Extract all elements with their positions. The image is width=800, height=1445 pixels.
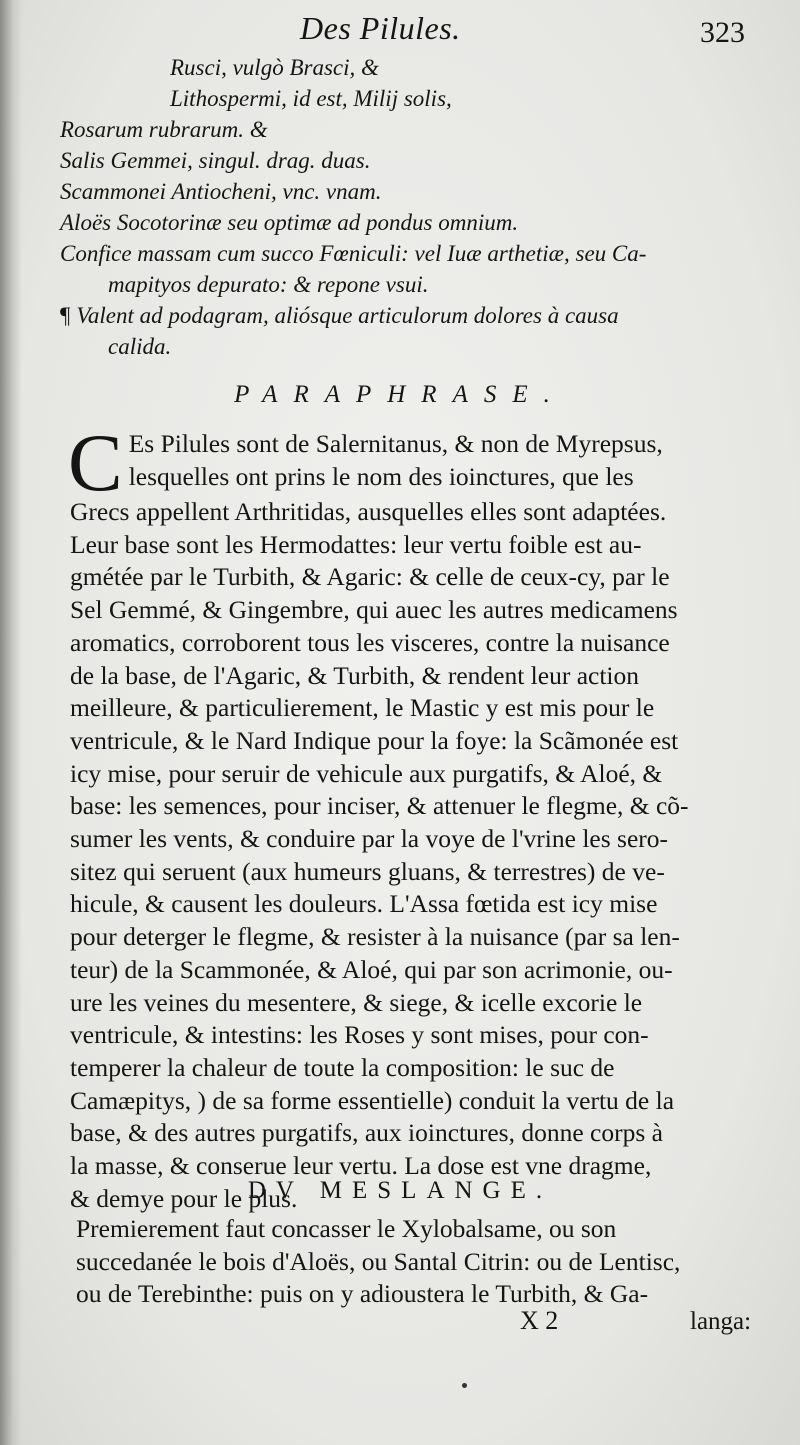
text-line: ventricule, & le Nard Indique pour la foye: la Scãmonée est [70, 725, 679, 755]
recipe-line: calida. [108, 334, 172, 359]
text-line: la masse, & conserue leur vertu. La dose est vne dragme, [70, 1151, 652, 1181]
drop-cap: C [68, 417, 123, 508]
text-line: Grecs appellent Arthritidas, ausquelles elles sont adaptées. [70, 497, 667, 526]
ink-speck [462, 1383, 467, 1388]
text-line: teur) de la Scammonée, & Aloé, qui par son acrimonie, ou- [70, 954, 673, 984]
text-line: & demye pour le plus. [70, 1183, 298, 1213]
running-head: Des Pilules. [300, 10, 461, 46]
pilcrow-mark: ¶ [60, 303, 71, 328]
section-heading-paraphrase: PARAPHRASE. [234, 381, 566, 408]
text-line: Premierement faut concasser le Xylobalsame, ou son [76, 1214, 617, 1243]
text-line: Leur base sont les Hermodattes: leur vertu foible est au- [70, 529, 642, 559]
recipe-line: Salis Gemmei, singul. drag. duas. [60, 148, 371, 173]
text-line: base, & des autres purgatifs, aux ioinctures, donne corps à [70, 1118, 663, 1148]
recipe-line: Rosarum rubrarum. & [60, 117, 268, 142]
text-line: aromatics, corroborent tous les visceres, contre la nuisance [70, 627, 670, 657]
recipe-line: mapityos depurato: & repone vsui. [108, 272, 429, 297]
text-line: hicule, & causent les douleurs. L'Assa fœtida est icy mise [70, 889, 658, 919]
recipe-line: Rusci, vulgò Brasci, & [170, 55, 379, 80]
text-line: de la base, de l'Agaric, & Turbith, & rendent leur action [70, 660, 639, 690]
recipe-line: Lithospermi, id est, Milij solis, [170, 86, 452, 111]
text-line: base: les semences, pour inciser, & attenuer le flegme, & cõ- [70, 791, 689, 821]
text-line: ou de Terebinthe: puis on y adioustera le Turbith, & Ga- [76, 1279, 649, 1308]
text-line: temperer la chaleur de toute la composition: le suc de [70, 1052, 615, 1082]
recipe-block [60, 52, 760, 362]
paraphrase-text [68, 417, 758, 1215]
text-line: ventricule, & intestins: les Roses y sont mises, pour con- [70, 1020, 649, 1050]
text-line: meilleure, & particulierement, le Mastic y est mis pour le [70, 693, 655, 723]
text-line: sitez qui seruent (aux humeurs gluans, & terrestres) de ve- [70, 856, 665, 886]
text-line: succedanée le bois d'Aloës, ou Santal Citrin: ou de Lentisc, [76, 1246, 681, 1276]
text-line: ure les veines du mesentere, & siege, & icelle excorie le [70, 987, 643, 1017]
recipe-line: Scammonei Antiocheni, vnc. vnam. [60, 179, 382, 204]
mixing-text [76, 1213, 760, 1311]
text-line: gmétée par le Turbith, & Agaric: & celle de ceux-cy, par le [70, 562, 670, 592]
recipe-line: Aloës Socotorinæ seu optimæ ad pondus omnium. [60, 210, 519, 235]
page-number: 323 [700, 16, 745, 49]
text-line: pour deterger le flegme, & resister à la nuisance (par sa len- [70, 922, 680, 952]
text-line: Camæpitys, ) de sa forme essentielle) conduit la vertu de la [70, 1085, 675, 1115]
text-line: icy mise, pour seruir de vehicule aux purgatifs, & Aloé, & [70, 758, 663, 788]
page-gutter-shadow [0, 0, 22, 1445]
text-line: sumer les vents, & conduire par la voye de l'vrine les sero- [70, 824, 668, 854]
recipe-line: Valent ad podagram, aliósque articulorum dolores à causa [76, 303, 619, 328]
text-line: Es Pilules sont de Salernitanus, & non de Myrepsus, [128, 429, 663, 458]
text-line: lesquelles ont prins le nom des ioinctures, que les [128, 461, 634, 491]
text-line: Sel Gemmé, & Gingembre, qui auec les autres medicamens [70, 595, 678, 625]
catchword: langa: [690, 1308, 752, 1335]
signature-mark: X 2 [520, 1306, 559, 1335]
recipe-line: Confice massam cum succo Fœniculi: vel Iuæ arthetiæ, seu Ca- [60, 241, 647, 266]
section-heading-meslange: DV MESLANGE. [247, 1177, 553, 1204]
